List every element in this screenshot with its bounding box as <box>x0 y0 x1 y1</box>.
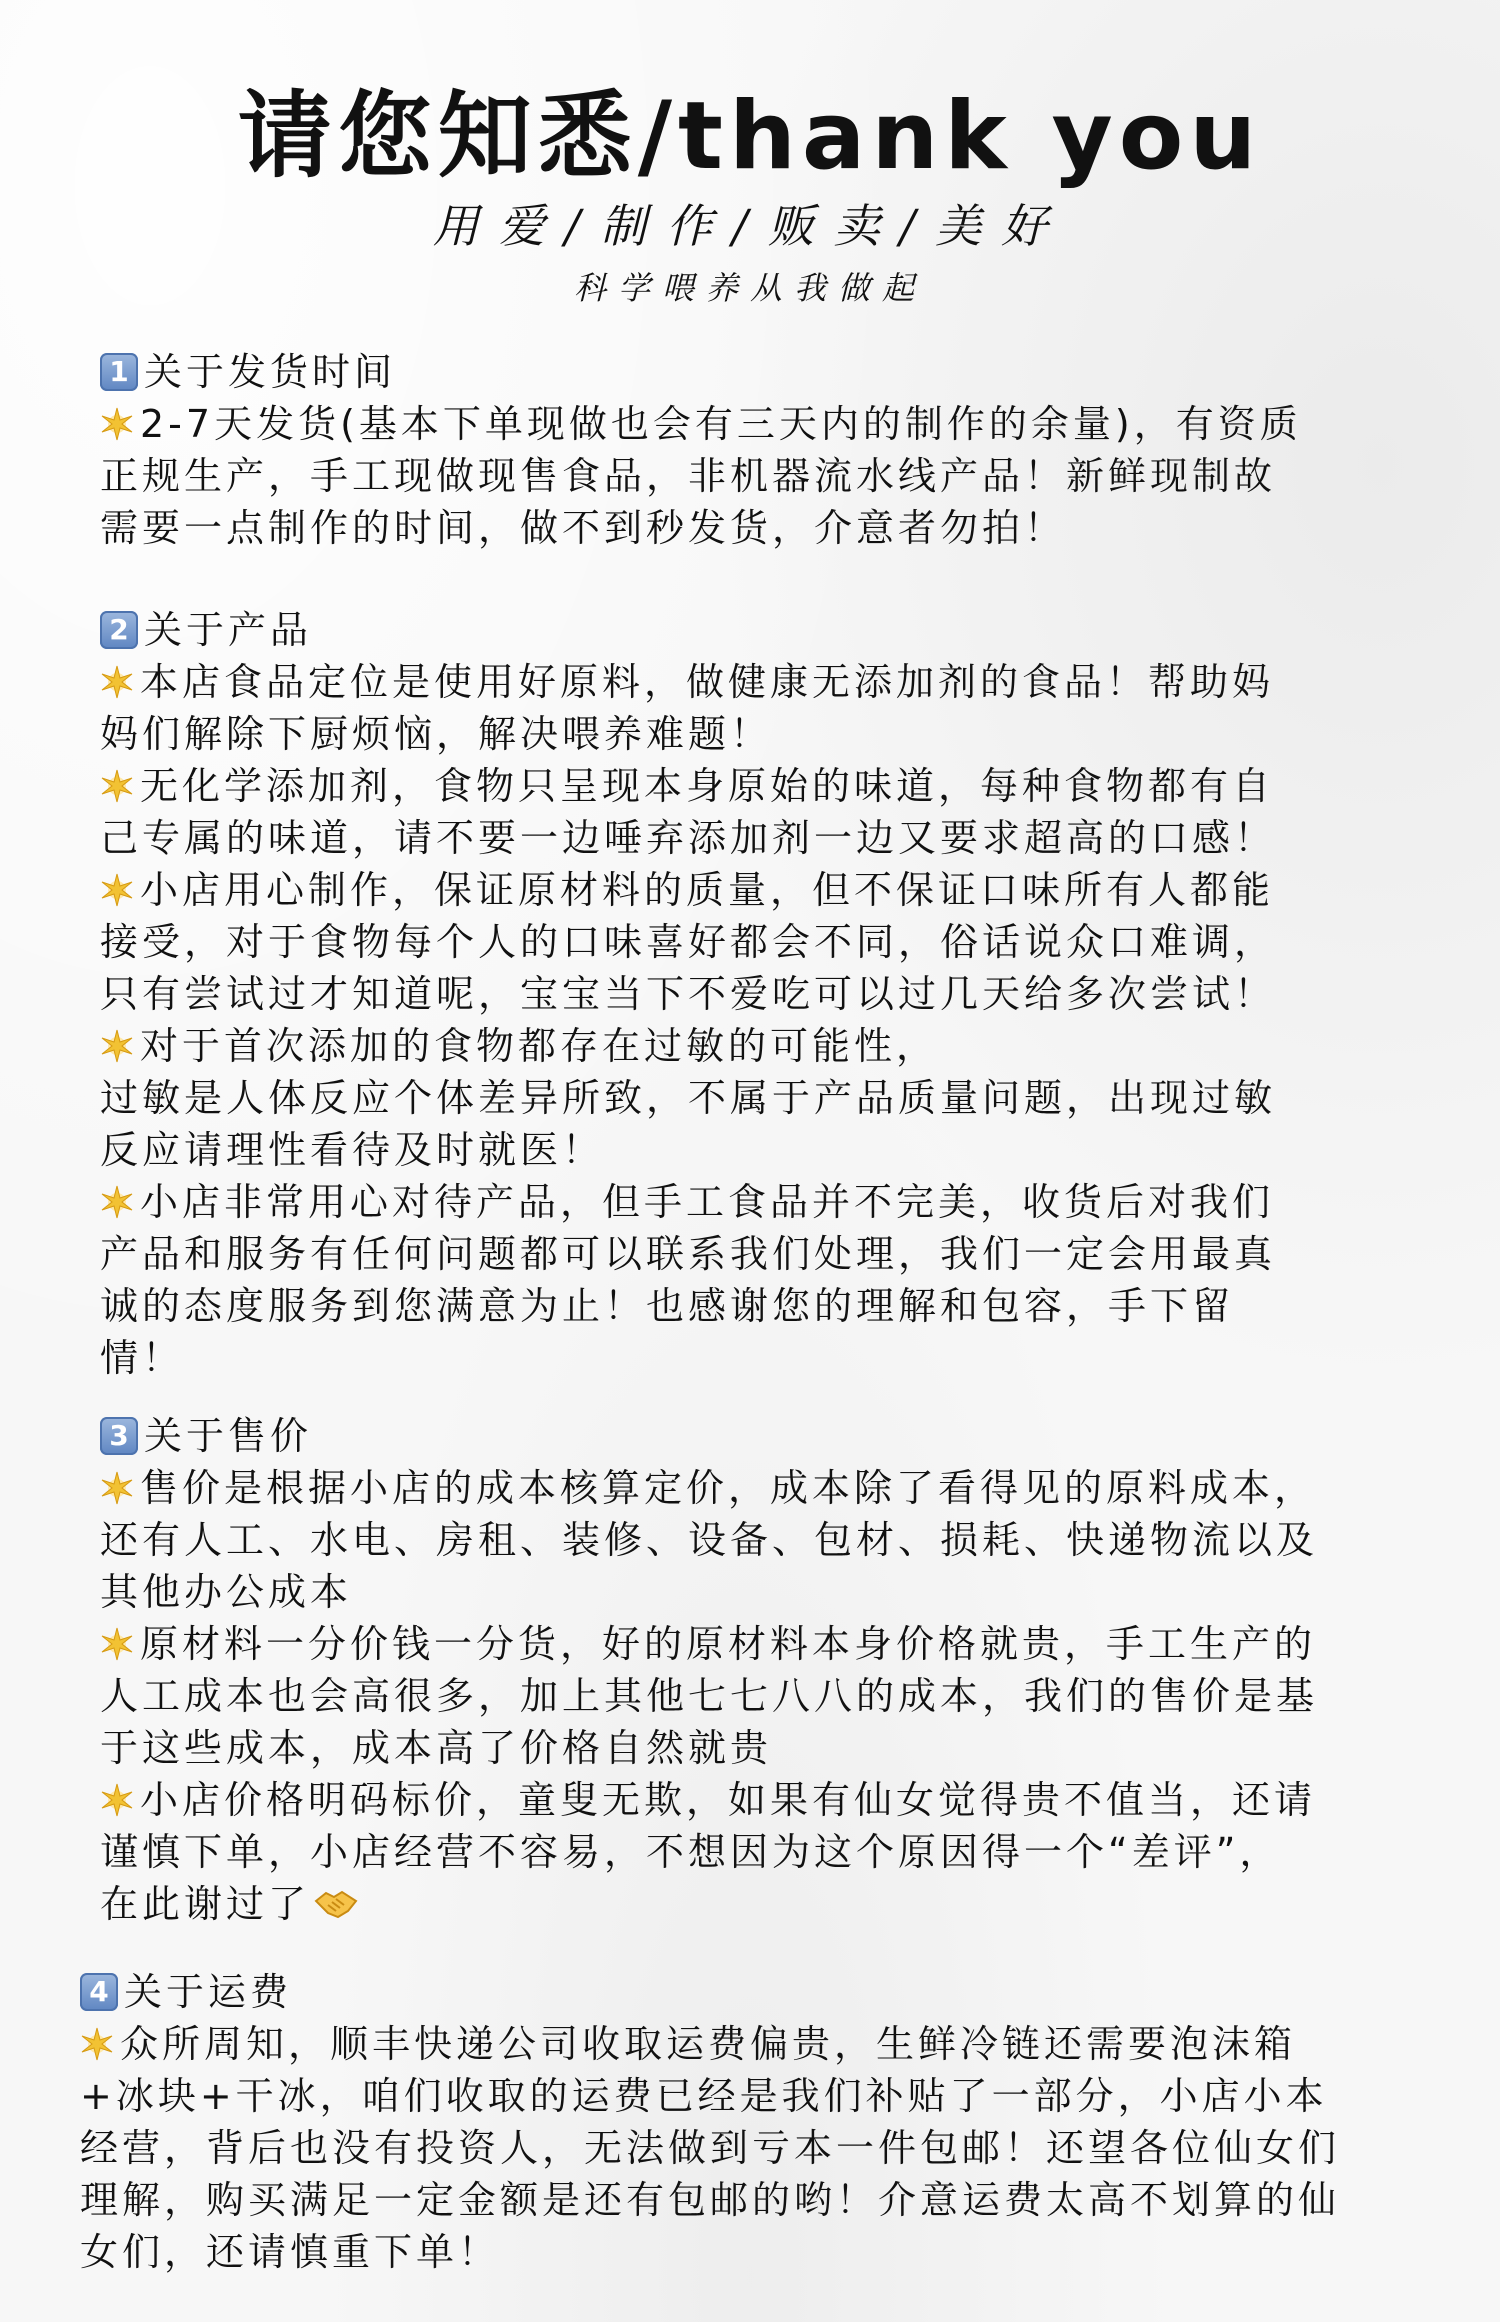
text-line: 女们，还请慎重下单！ <box>80 2230 501 2274</box>
paragraph <box>100 1618 1470 1774</box>
sparkle-icon <box>80 2022 114 2056</box>
text-line: 己专属的味道，请不要一边唾弃添加剂一边又要求超高的口感！ <box>100 816 1277 860</box>
text-line: 经营，背后也没有投资人，无法做到亏本一件包邮！还望各位仙女们 <box>80 2126 1341 2170</box>
text-line: 2-7天发货(基本下单现做也会有三天内的制作的余量)，有资质 <box>140 402 1302 446</box>
sparkle-icon <box>100 1466 134 1500</box>
text-line: 需要一点制作的时间，做不到秒发货，介意者勿拍！ <box>100 506 1067 550</box>
text-line: 产品和服务有任何问题都可以联系我们处理，我们一定会用最真 <box>100 1232 1277 1276</box>
text-line: 接受，对于食物每个人的口味喜好都会不同，俗话说众口难调， <box>100 920 1277 964</box>
number-keycap-icon: 1 <box>100 353 138 391</box>
sparkle-icon <box>100 402 134 436</box>
paragraph <box>100 864 1470 1020</box>
paragraph <box>80 2018 1470 2278</box>
section-title: 关于产品 <box>144 608 313 652</box>
text-line: 本店食品定位是使用好原料，做健康无添加剂的食品！帮助妈 <box>140 660 1275 704</box>
section-products <box>100 604 1470 1384</box>
text-line: 妈们解除下厨烦恼，解决喂养难题！ <box>100 712 773 756</box>
text-line: 只有尝试过才知道呢，宝宝当下不爱吃可以过几天给多次尝试！ <box>100 972 1277 1016</box>
text-line: 诚的态度服务到您满意为止！也感谢您的理解和包容，手下留 <box>100 1284 1235 1328</box>
text-line: 其他办公成本 <box>100 1570 353 1614</box>
page-title: 请您知悉/thank you <box>237 82 1263 191</box>
section-pricing <box>100 1410 1470 1930</box>
sparkle-icon <box>100 764 134 798</box>
text-line: 反应请理性看待及时就医！ <box>100 1128 605 1172</box>
section-title: 关于发货时间 <box>144 350 397 394</box>
section-shipping-fee <box>80 1966 1470 2278</box>
text-line: 小店用心制作，保证原材料的质量，但不保证口味所有人都能 <box>140 868 1275 912</box>
text-line: 在此谢过了 <box>100 1882 311 1926</box>
text-line: 售价是根据小店的成本核算定价，成本除了看得见的原料成本， <box>140 1466 1317 1510</box>
text-line: 理解，购买满足一定金额是还有包邮的哟！介意运费太高不划算的仙 <box>80 2178 1341 2222</box>
section-heading <box>100 346 1470 398</box>
text-line: 对于首次添加的食物都存在过敏的可能性， <box>140 1024 939 1068</box>
sparkle-icon <box>100 1024 134 1058</box>
section-heading <box>100 1410 1470 1462</box>
sparkle-icon <box>100 1622 134 1656</box>
text-line: 众所周知，顺丰快递公司收取运费偏贵，生鲜冷链还需要泡沫箱 <box>120 2022 1297 2066</box>
paragraph <box>100 398 1470 554</box>
text-line: 过敏是人体反应个体差异所致，不属于产品质量问题，出现过敏 <box>100 1076 1277 1120</box>
sparkle-icon <box>100 660 134 694</box>
number-keycap-icon: 3 <box>100 1417 138 1455</box>
text-line: 小店非常用心对待产品，但手工食品并不完美，收货后对我们 <box>140 1180 1275 1224</box>
section-heading <box>80 1966 1470 2018</box>
number-keycap-icon: 2 <box>100 611 138 649</box>
text-line: +冰块+干冰，咱们收取的运费已经是我们补贴了一部分，小店小本 <box>80 2074 1328 2118</box>
text-line: 正规生产，手工现做现售食品，非机器流水线产品！新鲜现制故 <box>100 454 1277 498</box>
text-line: 小店价格明码标价，童叟无欺，如果有仙女觉得贵不值当，还请 <box>140 1778 1317 1822</box>
paragraph <box>100 656 1470 760</box>
text-line: 谨慎下单，小店经营不容易，不想因为这个原因得一个“差评”， <box>100 1830 1282 1874</box>
sparkle-icon <box>100 1778 134 1812</box>
sparkle-icon <box>100 1180 134 1214</box>
page-tagline: 科学喂养从我做起 <box>573 269 926 307</box>
paragraph <box>100 1774 1470 1930</box>
section-title: 关于运费 <box>124 1970 293 2014</box>
text-line: 于这些成本，成本高了价格自然就贵 <box>100 1726 773 1770</box>
sparkle-icon <box>100 868 134 902</box>
text-line: 还有人工、水电、房租、装修、设备、包材、损耗、快递物流以及 <box>100 1518 1319 1562</box>
section-heading <box>100 604 1470 656</box>
section-title: 关于售价 <box>144 1414 313 1458</box>
number-keycap-icon: 4 <box>80 1973 118 2011</box>
paragraph <box>100 760 1470 864</box>
section-shipping-time <box>100 346 1470 554</box>
paragraph <box>100 1020 1470 1176</box>
text-line: 情！ <box>100 1336 185 1380</box>
paragraph <box>100 1462 1470 1618</box>
page-subtitle: 用爱/制作/贩卖/美好 <box>432 199 1068 253</box>
text-line: 原材料一分价钱一分货，好的原材料本身价格就贵，手工生产的 <box>140 1622 1317 1666</box>
handshake-icon <box>314 1882 358 1916</box>
paragraph <box>100 1176 1470 1384</box>
text-line: 人工成本也会高很多，加上其他七七八八的成本，我们的售价是基 <box>100 1674 1319 1718</box>
text-line: 无化学添加剂，食物只呈现本身原始的味道，每种食物都有自 <box>140 764 1275 808</box>
